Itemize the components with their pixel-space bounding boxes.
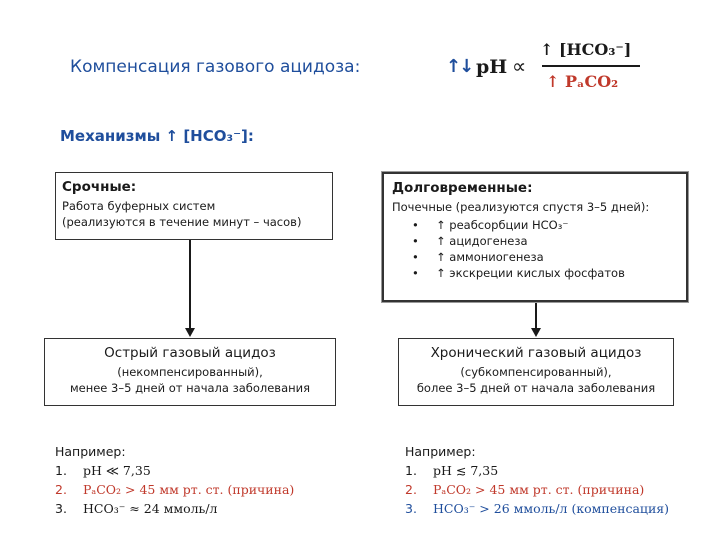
fraction-bar	[542, 65, 640, 67]
chronic-line-1: (субкомпенсированный),	[460, 365, 612, 379]
longterm-list	[392, 217, 678, 281]
list-item	[55, 499, 294, 518]
item-text: HCO₃⁻ > 26 ммоль/л (компенсация)	[433, 501, 670, 516]
list-item	[392, 217, 678, 233]
arrow-down-icon	[531, 328, 541, 337]
list-item	[405, 461, 669, 480]
formula-numerator: ↑ [HCO₃⁻]	[540, 40, 632, 59]
mechanisms-heading: Механизмы ↑ [HCO₃⁻]:	[60, 127, 254, 145]
item-text: HCO₃⁻ ≈ 24 ммоль/л	[83, 501, 218, 516]
chronic-acidosis-box	[398, 338, 674, 406]
bullet-icon: •	[412, 218, 419, 232]
item-text: PₐCO₂ > 45 мм рт. ст. (причина)	[433, 482, 645, 497]
item-number: 1.	[405, 463, 417, 478]
example-heading: Например:	[405, 444, 476, 459]
list-item-text: ↑ аммониогенеза	[436, 250, 544, 264]
list-item-text: ↑ реабсорбции HCO₃⁻	[436, 218, 569, 232]
formula-denominator: ↑ PₐCO₂	[546, 72, 619, 91]
acute-acidosis-box	[44, 338, 336, 406]
example-right	[405, 442, 669, 518]
item-text: pH ≪ 7,35	[83, 463, 151, 478]
item-number: 3.	[405, 501, 417, 516]
item-number: 2.	[55, 482, 67, 497]
arrow-line-right	[535, 303, 537, 329]
list-item	[392, 249, 678, 265]
up-down-arrow-icon: ↑↓	[446, 56, 473, 77]
example-heading: Например:	[55, 444, 126, 459]
example-list	[55, 461, 294, 518]
longterm-subheading: Почечные (реализуются спустя 3–5 дней):	[392, 200, 650, 214]
proportional-sign: ∝	[512, 54, 527, 78]
longterm-mechanisms-box	[382, 172, 688, 302]
ph-formula	[440, 40, 650, 100]
chronic-line-2: более 3–5 дней от начала заболевания	[416, 381, 656, 395]
item-number: 3.	[55, 501, 67, 516]
bullet-icon: •	[412, 250, 419, 264]
arrow-line-left	[189, 240, 191, 329]
list-item	[405, 499, 669, 518]
list-item-text: ↑ экскреции кислых фосфатов	[436, 266, 625, 280]
item-number: 2.	[405, 482, 417, 497]
urgent-heading: Срочные:	[62, 179, 137, 195]
page-title: Компенсация газового ацидоза:	[70, 57, 361, 77]
example-left	[55, 442, 294, 518]
item-text: PₐCO₂ > 45 мм рт. ст. (причина)	[83, 482, 295, 497]
list-item	[405, 480, 669, 499]
urgent-line-2: (реализуются в течение минут – часов)	[62, 215, 302, 229]
acute-line-2: менее 3–5 дней от начала заболевания	[69, 381, 311, 395]
item-number: 1.	[55, 463, 67, 478]
example-list	[405, 461, 669, 518]
list-item	[392, 265, 678, 281]
acute-heading: Острый газовый ацидоз	[104, 345, 276, 361]
list-item-text: ↑ ацидогенеза	[436, 234, 528, 248]
formula-ph: pH	[476, 56, 508, 78]
list-item	[55, 461, 294, 480]
list-item	[392, 233, 678, 249]
urgent-line-1: Работа буферных систем	[62, 199, 216, 213]
bullet-icon: •	[412, 234, 419, 248]
urgent-mechanisms-box	[55, 172, 333, 240]
item-text: pH ≲ 7,35	[433, 463, 499, 478]
bullet-icon: •	[412, 266, 419, 280]
longterm-heading: Долговременные:	[392, 180, 533, 196]
list-item	[55, 480, 294, 499]
acute-line-1: (некомпенсированный),	[117, 365, 263, 379]
arrow-down-icon	[185, 328, 195, 337]
chronic-heading: Хронический газовый ацидоз	[430, 345, 642, 361]
